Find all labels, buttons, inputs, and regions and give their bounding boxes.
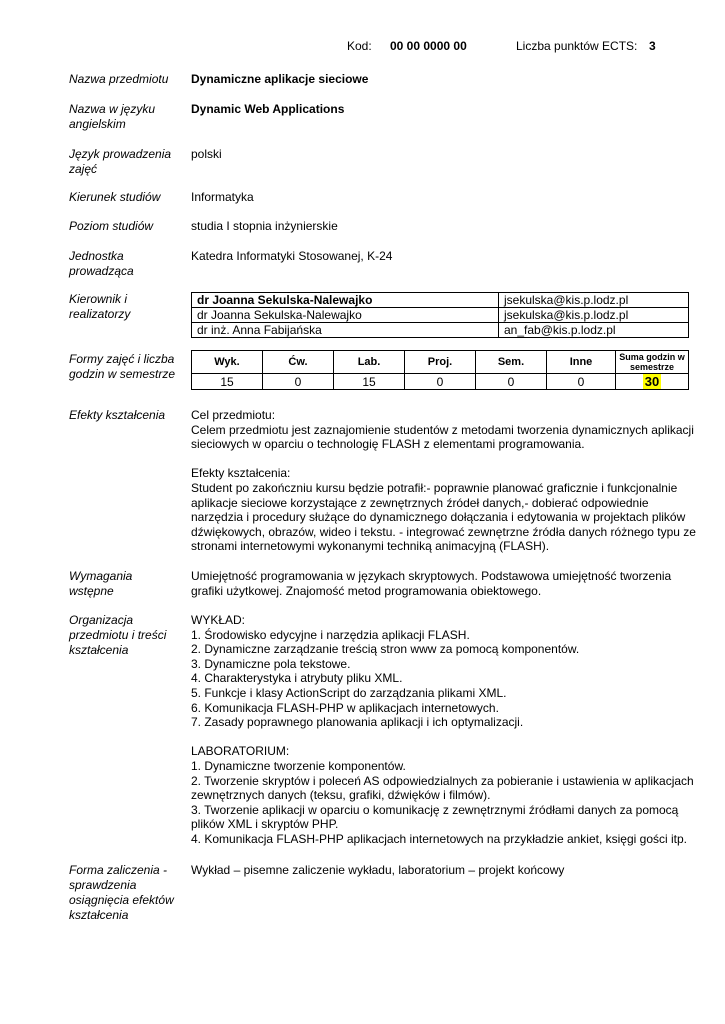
hours-header: Lab. xyxy=(334,351,405,374)
kierunek-label: Kierunek studiów xyxy=(69,190,161,204)
forma-label: Forma zaliczenia - sprawdzenia osiągnięcia efektów kształcenia xyxy=(69,863,174,922)
ects-label: Liczba punktów ECTS: xyxy=(516,39,638,53)
nazwa-en-value: Dynamic Web Applications xyxy=(191,102,345,116)
hours-sum-cell xyxy=(616,374,689,390)
wyklad-item: 2. Dynamiczne zarządzanie treścią stron www za pomocą komponentów. xyxy=(191,642,580,657)
kierownik-label: Kierownik i realizatorzy xyxy=(69,292,131,321)
jezyk-label: Język prowadzenia zajęć xyxy=(69,147,172,176)
laboratorium-item: 2. Tworzenie skryptów i poleceń AS odpowiedzialnych za pobieranie i ustawienia w aplikacjach zewnętrznych danych (teksu, grafiki, dźwięków i filmów). xyxy=(191,773,694,803)
hours-value: 15 xyxy=(334,374,405,390)
jezyk-value: polski xyxy=(191,147,222,161)
staff-row xyxy=(192,308,689,323)
hours-table xyxy=(191,350,689,390)
staff-email: an_fab@kis.p.lodz.pl xyxy=(499,323,689,338)
hours-header: Sem. xyxy=(476,351,547,374)
forma-value: Wykład – pisemne zaliczenie wykładu, laboratorium – projekt końcowy xyxy=(191,863,565,877)
hours-value-row xyxy=(192,374,689,390)
hours-value: 0 xyxy=(263,374,334,390)
wyklad-title: WYKŁAD: xyxy=(191,613,246,627)
efekty-content xyxy=(191,408,696,554)
hours-header: Inne xyxy=(547,351,616,374)
efekty-label: Efekty kształcenia xyxy=(69,408,166,422)
hours-header: Ćw. xyxy=(263,351,334,374)
wyklad-item: 7. Zasady poprawnego planowania aplikacji i ich optymalizacji. xyxy=(191,715,524,730)
wyklad-item: 3. Dynamiczne pola tekstowe. xyxy=(191,656,351,671)
laboratorium-item: 3. Tworzenie aplikacji w oparciu o komunikację z zewnętrznymi źródłami danych za pomocą plików XML i skryptów PHP. xyxy=(191,802,679,832)
hours-header-row xyxy=(192,351,689,374)
hours-sum-value: 30 xyxy=(644,373,660,389)
hours-value: 0 xyxy=(405,374,476,390)
poziom-value: studia I stopnia inżynierskie xyxy=(191,219,338,233)
kod-value: 00 00 0000 00 xyxy=(390,39,467,53)
organizacja-label: Organizacja przedmiotu i treści kształcenia xyxy=(69,613,167,657)
staff-name: dr Joanna Sekulska-Nalewajko xyxy=(192,308,499,323)
wymagania-value: Umiejętność programowania w językach skryptowych. Podstawowa umiejętność tworzenia grafiki użytkowej. Znajomość metod programowania obiektowego. xyxy=(191,569,672,598)
laboratorium-item: 4. Komunikacja FLASH-PHP aplikacjach internetowych na przykładzie ankiet, księgi gości itp. xyxy=(191,831,688,846)
hours-header: Proj. xyxy=(405,351,476,374)
poziom-label: Poziom studiów xyxy=(69,219,154,233)
staff-name: dr Joanna Sekulska-Nalewajko xyxy=(192,293,499,308)
jednostka-value: Katedra Informatyki Stosowanej, K-24 xyxy=(191,249,393,263)
hours-header: Wyk. xyxy=(192,351,263,374)
wyklad-item: 6. Komunikacja FLASH-PHP w aplikacjach internetowych. xyxy=(191,700,499,715)
staff-row xyxy=(192,293,689,308)
wyklad-item: 1. Środowisko edycyjne i narzędzia aplikacji FLASH. xyxy=(191,627,470,642)
laboratorium-title: LABORATORIUM: xyxy=(191,744,290,759)
laboratorium-item: 1. Dynamiczne tworzenie komponentów. xyxy=(191,758,406,773)
kod-label: Kod: xyxy=(347,39,372,53)
staff-table xyxy=(191,292,689,338)
kierunek-value: Informatyka xyxy=(191,190,254,204)
organizacja-content xyxy=(191,613,696,847)
hours-value: 0 xyxy=(547,374,616,390)
cel-text: Celem przedmiotu jest zaznajomienie studentów z metodami tworzenia dynamicznych aplikacji sieciowych w oparciu o technologię FLASH z elementami programowania. xyxy=(191,422,694,452)
efekty-text: Student po zakończniu kursu będzie potrafił:- poprawnie planować graficznie i funkcjonalnie aplikacje sieciowe korzystające z zewnętrznych źródeł danych,- dobierać odpowiednie narzędzia i procedury służące do dynamicznego dołączania i edytowania w projektach plików dźwiękowych, obrazów, wideo i tekstu. - integrować zewnętrzne źródła danych różnego typu ze stronami internetowymi wykonanymi techniką animacyjną (FLASH). xyxy=(191,480,696,554)
nazwa-label: Nazwa przedmiotu xyxy=(69,72,169,86)
nazwa-value: Dynamiczne aplikacje sieciowe xyxy=(191,72,369,86)
staff-email: jsekulska@kis.p.lodz.pl xyxy=(499,308,689,323)
wyklad-item: 4. Charakterystyka i atrybuty pliku XML. xyxy=(191,671,403,686)
hours-header-sum: Suma godzin w semestrze xyxy=(616,351,689,374)
nazwa-en-label: Nazwa w języku angielskim xyxy=(69,102,156,131)
efekty-title: Efekty kształcenia: xyxy=(191,466,291,481)
ects-value: 3 xyxy=(649,39,656,53)
hours-value: 15 xyxy=(192,374,263,390)
jednostka-label: Jednostka prowadząca xyxy=(69,249,134,278)
staff-email: jsekulska@kis.p.lodz.pl xyxy=(499,293,689,308)
staff-row xyxy=(192,323,689,338)
cel-title: Cel przedmiotu: xyxy=(191,408,276,422)
staff-name: dr inż. Anna Fabijańska xyxy=(192,323,499,338)
formy-label: Formy zajęć i liczba godzin w semestrze xyxy=(69,352,176,381)
wyklad-item: 5. Funkcje i klasy ActionScript do zarządzania plikami XML. xyxy=(191,685,507,700)
hours-value: 0 xyxy=(476,374,547,390)
wymagania-label: Wymagania wstępne xyxy=(69,569,133,598)
